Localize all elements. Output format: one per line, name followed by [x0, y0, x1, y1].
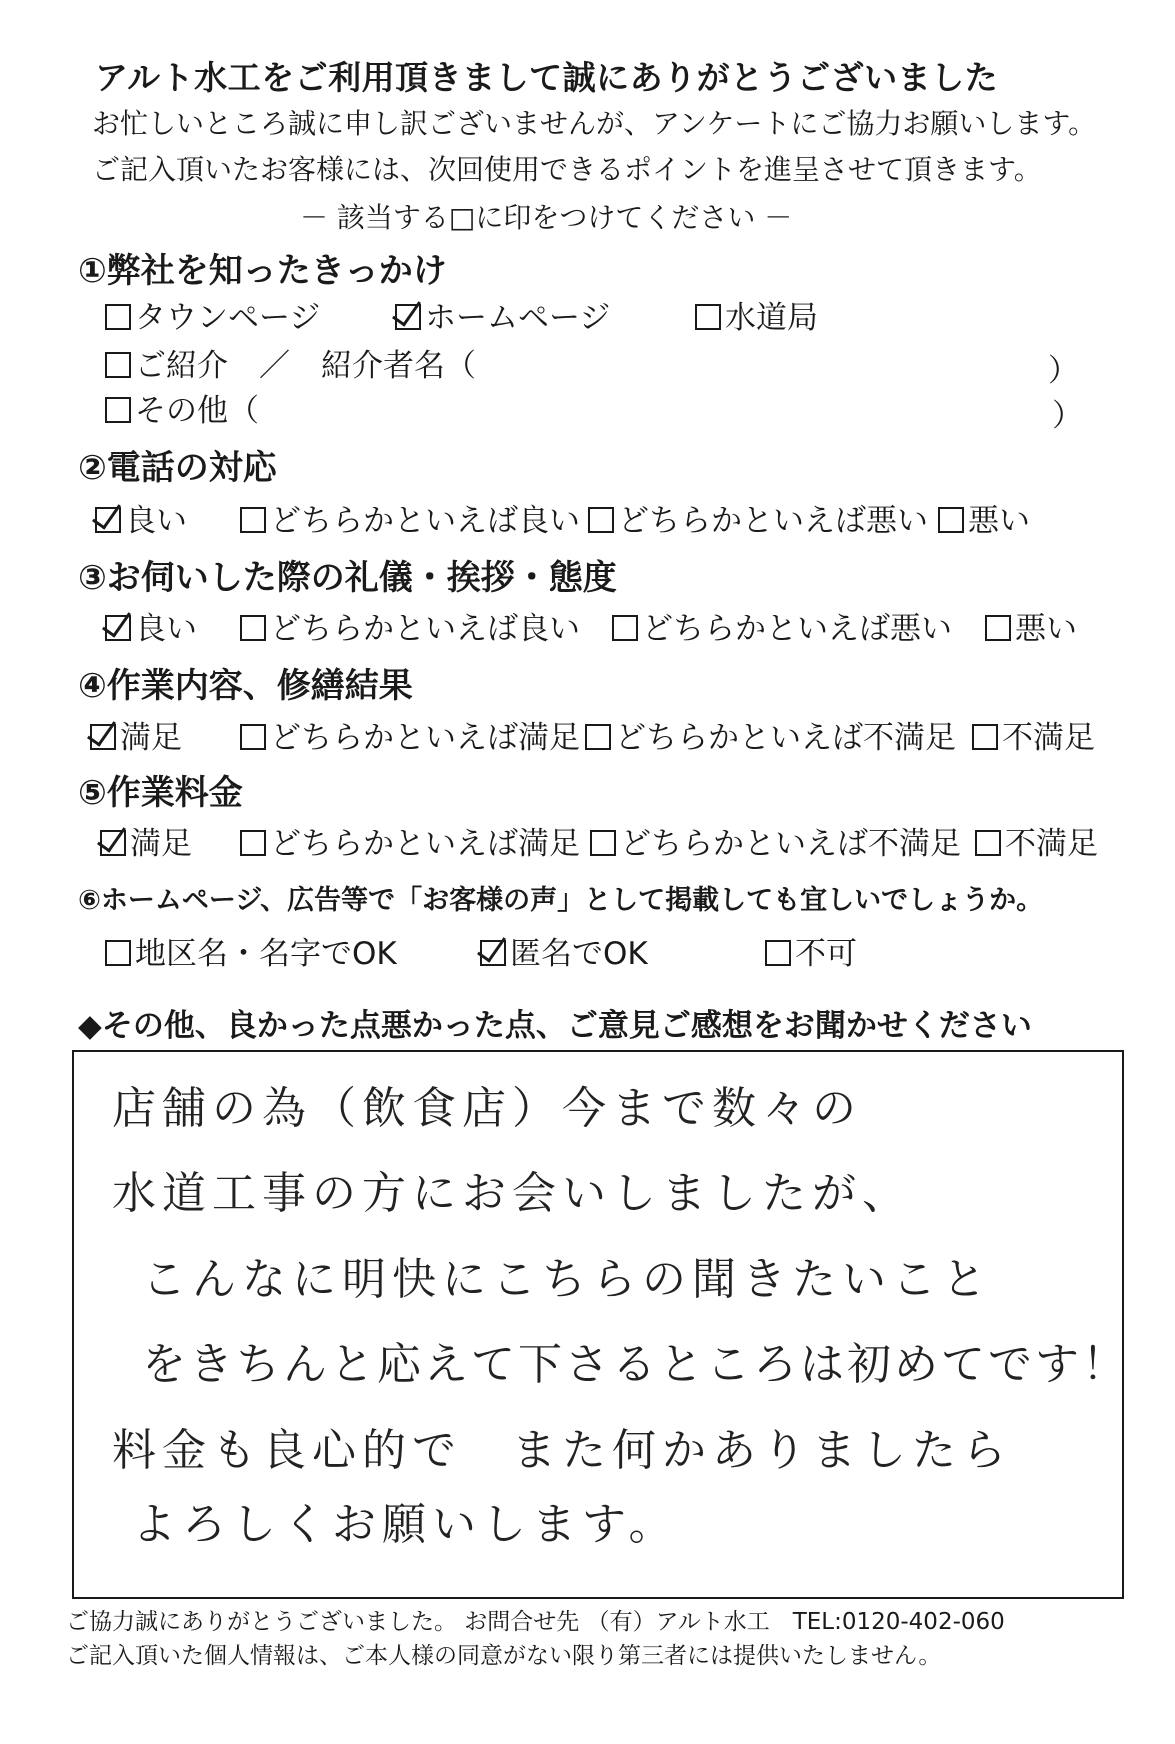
header-request: お忙しいところ誠に申し訳ございませんが、アンケートにご協力お願いします。 [92, 107, 1097, 140]
comment-line: 店舗の為（飲食店）今まで数々の [112, 1083, 862, 1134]
q2-title: ②電話の対応 [78, 448, 277, 488]
checkbox-icon[interactable] [585, 724, 611, 750]
q3-option-good[interactable]: 良い [105, 603, 197, 648]
q1-option-waterbureau[interactable]: 水道局 [695, 292, 818, 337]
q5-option-satisfied[interactable]: 満足 [100, 818, 192, 863]
comment-line: 水道工事の方にお会いしましたが、 [112, 1168, 912, 1219]
q1-title: ①弊社を知ったきっかけ [78, 251, 447, 291]
checked-checkbox-icon[interactable] [100, 830, 126, 856]
q5-option-unsatisfied[interactable]: 不満足 [975, 818, 1098, 863]
checkbox-icon[interactable] [240, 724, 266, 750]
q1-option-referral[interactable]: ご紹介 ／ 紹介者名（ [105, 340, 476, 385]
q4-option-rather-satisfied[interactable]: どちらかといえば満足 [240, 712, 580, 757]
q1-referral-close: ） [1048, 353, 1079, 389]
q2-option-bad[interactable]: 悪い [938, 495, 1030, 540]
q3-option-rather-bad[interactable]: どちらかといえば悪い [612, 603, 952, 648]
q1-option-other[interactable]: その他（ [105, 385, 259, 430]
checked-checkbox-icon[interactable] [95, 507, 121, 533]
instruction: － 該当する□に印をつけてください － [300, 201, 793, 234]
q1-option-townpage[interactable]: タウンページ [105, 292, 320, 337]
comment-line: よろしくお願いします。 [132, 1499, 679, 1550]
checked-checkbox-icon[interactable] [90, 724, 116, 750]
checked-checkbox-icon[interactable] [105, 615, 131, 641]
comment-line: 料金も良心的で また何かありましたら [112, 1425, 1012, 1476]
checked-checkbox-icon[interactable] [480, 940, 506, 966]
q4-option-rather-unsatisfied[interactable]: どちらかといえば不満足 [585, 712, 956, 757]
checkbox-icon[interactable] [612, 615, 638, 641]
checkbox-icon[interactable] [985, 615, 1011, 641]
q5-option-rather-satisfied[interactable]: どちらかといえば満足 [240, 818, 580, 863]
footer-privacy: ご記入頂いた個人情報は、ご本人様の同意がない限り第三者には提供いたしません。 [66, 1643, 942, 1669]
checkbox-icon[interactable] [975, 830, 1001, 856]
checkbox-icon[interactable] [240, 507, 266, 533]
checkbox-icon[interactable] [588, 507, 614, 533]
comment-line: こんなに明快にこちらの聞きたいこと [142, 1254, 992, 1305]
checkbox-icon[interactable] [105, 397, 131, 423]
checkbox-icon[interactable] [695, 304, 721, 330]
checkbox-icon[interactable] [105, 304, 131, 330]
checkbox-icon[interactable] [105, 352, 131, 378]
q2-option-rather-bad[interactable]: どちらかといえば悪い [588, 495, 928, 540]
q4-option-satisfied[interactable]: 満足 [90, 712, 182, 757]
q3-option-bad[interactable]: 悪い [985, 603, 1077, 648]
q6-option-anonymous-ok[interactable]: 匿名でOK [480, 928, 648, 973]
q4-option-unsatisfied[interactable]: 不満足 [972, 712, 1095, 757]
q2-option-rather-good[interactable]: どちらかといえば良い [240, 495, 580, 540]
q6-option-name-ok[interactable]: 地区名・名字でOK [105, 928, 397, 973]
checkbox-icon[interactable] [972, 724, 998, 750]
q3-title: ③お伺いした際の礼儀・挨拶・態度 [78, 558, 617, 598]
q6-option-not-allowed[interactable]: 不可 [765, 928, 857, 973]
checkbox-icon[interactable] [590, 830, 616, 856]
comment-line: をきちんと応えて下さるところは初めてです！ [142, 1339, 1129, 1390]
q5-title: ⑤作業料金 [78, 773, 243, 813]
checkbox-icon[interactable] [240, 615, 266, 641]
header-points: ご記入頂いたお客様には、次回使用できるポイントを進呈させて頂きます。 [92, 153, 1042, 186]
checked-checkbox-icon[interactable] [395, 304, 421, 330]
comments-title: ◆その他、良かった点悪かった点、ご意見ご感想をお聞かせください [78, 1008, 1032, 1044]
header-title: アルト水工をご利用頂きまして誠にありがとうございました [95, 58, 999, 97]
q3-option-rather-good[interactable]: どちらかといえば良い [240, 603, 580, 648]
q6-title: ⑥ホームページ、広告等で「お客様の声」として掲載しても宜しいでしょうか。 [78, 885, 1044, 916]
checkbox-icon[interactable] [765, 940, 791, 966]
q1-option-homepage[interactable]: ホームページ [395, 292, 610, 337]
checkbox-icon[interactable] [240, 830, 266, 856]
q4-title: ④作業内容、修繕結果 [78, 666, 413, 706]
q2-option-good[interactable]: 良い [95, 495, 187, 540]
checkbox-icon[interactable] [105, 940, 131, 966]
q5-option-rather-unsatisfied[interactable]: どちらかといえば不満足 [590, 818, 961, 863]
checkbox-icon[interactable] [938, 507, 964, 533]
q1-other-close: ） [1052, 398, 1083, 434]
footer-contact: ご協力誠にありがとうございました。 お問合せ先 （有）アルト水工 TEL:0120-402-060 [66, 1609, 1005, 1635]
